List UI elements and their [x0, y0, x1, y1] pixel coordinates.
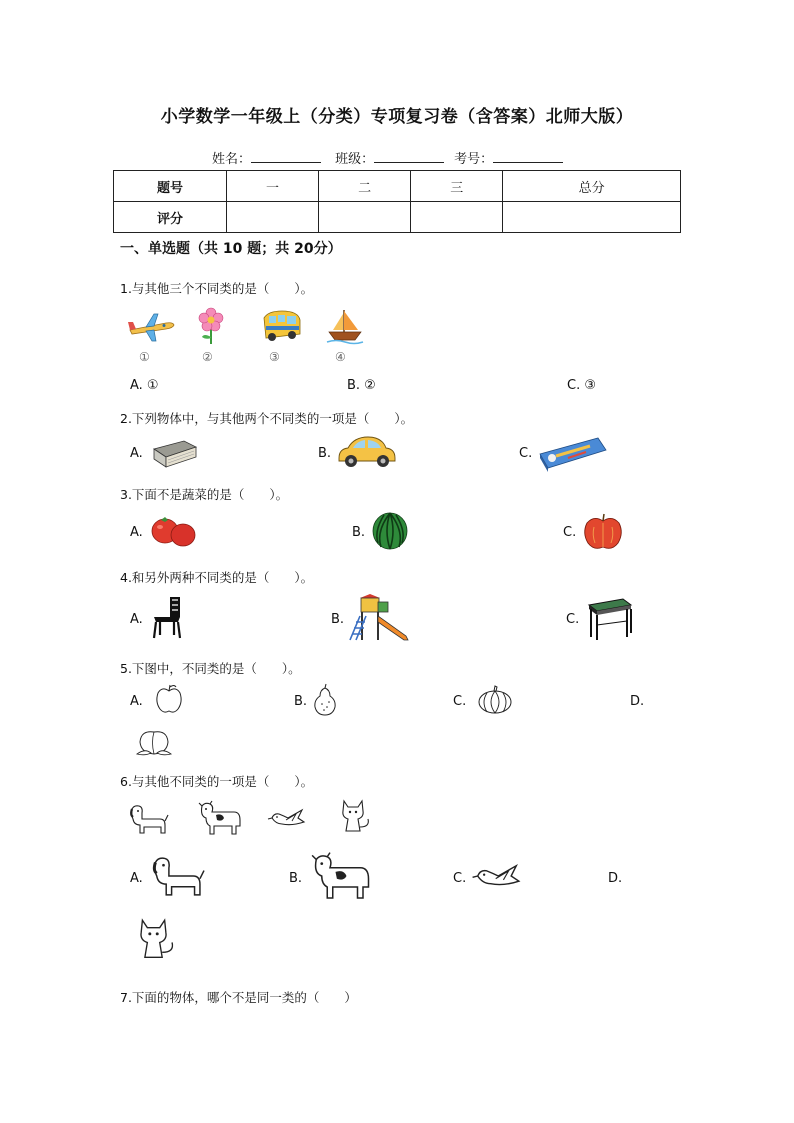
question-6-stem: 6.与其他不同类的一项是（ ）。 [120, 774, 314, 789]
table-cell: 一 [227, 171, 319, 202]
option-b[interactable]: B. [294, 694, 308, 709]
option-a[interactable]: A. [130, 446, 143, 461]
pencil-box-icon [538, 434, 608, 474]
option-c[interactable]: C. [453, 694, 467, 709]
score-table-header-row [114, 171, 681, 202]
bird-icon [268, 804, 306, 832]
score-input-cell[interactable] [411, 202, 503, 233]
question-1-stem: 1.与其他三个不同类的是（ ）。 [120, 281, 314, 296]
option-a[interactable]: A. ① [130, 378, 159, 393]
question-7-stem: 7.下面的物体，哪个不是同一类的（ ） [120, 990, 357, 1005]
dog-icon [128, 803, 168, 835]
cow-icon [196, 800, 244, 836]
question-3-stem: 3.下面不是蔬菜的是（ ）。 [120, 487, 289, 502]
picture-label: ② [202, 350, 213, 364]
name-label: 姓名： [212, 152, 252, 167]
score-input-cell[interactable] [503, 202, 681, 233]
table-cell: 三 [411, 171, 503, 202]
tomato-icon [149, 513, 197, 549]
option-b[interactable]: B. [289, 871, 303, 886]
cow-icon [308, 851, 374, 901]
class-label: 班级： [335, 152, 375, 167]
student-info-line [212, 148, 573, 167]
option-b[interactable]: B. [318, 446, 332, 461]
class-blank[interactable] [374, 151, 444, 163]
chair-icon [150, 595, 186, 639]
picture-label: ① [139, 350, 150, 364]
picture-label: ③ [269, 350, 280, 364]
option-d[interactable]: D. [630, 694, 645, 709]
playground-slide-icon [348, 594, 410, 642]
table-cell: 评分 [114, 202, 227, 233]
option-c[interactable]: C. [453, 871, 467, 886]
table-cell: 二 [319, 171, 411, 202]
option-c[interactable]: C. [563, 525, 577, 540]
option-a[interactable]: A. [130, 871, 143, 886]
score-input-cell[interactable] [319, 202, 411, 233]
option-a[interactable]: A. [130, 612, 143, 627]
pumpkin-outline-icon [477, 686, 513, 714]
option-c[interactable]: C. [519, 446, 533, 461]
watermelon-icon [372, 512, 408, 550]
apple-icon [582, 513, 624, 551]
exam-no-label: 考号： [454, 152, 494, 167]
cat-icon [135, 912, 177, 968]
book-icon [150, 437, 198, 469]
question-4-stem: 4.和另外两种不同类的是（ ）。 [120, 570, 314, 585]
exam-no-blank[interactable] [493, 151, 563, 163]
option-d[interactable]: D. [608, 871, 623, 886]
apple-outline-icon [155, 684, 183, 714]
option-b[interactable]: B. ② [347, 378, 376, 393]
flower-icon [196, 307, 226, 345]
airplane-icon [126, 310, 176, 344]
pear-outline-icon [312, 684, 338, 716]
peach-outline-icon [135, 726, 173, 756]
name-blank[interactable] [251, 151, 321, 163]
car-icon [336, 434, 398, 470]
score-table [113, 170, 681, 233]
option-a[interactable]: A. [130, 525, 143, 540]
option-b[interactable]: B. [352, 525, 366, 540]
question-5-stem: 5.下图中，不同类的是（ ）。 [120, 661, 301, 676]
cat-icon [338, 797, 372, 837]
score-input-cell[interactable] [227, 202, 319, 233]
option-b[interactable]: B. [331, 612, 345, 627]
score-table-score-row [114, 202, 681, 233]
bus-icon [260, 308, 302, 344]
option-c[interactable]: C. ③ [567, 378, 596, 393]
sailboat-icon [327, 308, 363, 344]
table-icon [587, 597, 633, 641]
page-title: 小学数学一年级上（分类）专项复习卷（含答案）北师大版） [160, 107, 634, 127]
picture-label: ④ [335, 350, 346, 364]
option-a[interactable]: A. [130, 694, 143, 709]
table-cell: 题号 [114, 171, 227, 202]
option-c[interactable]: C. [566, 612, 580, 627]
bird-icon [472, 858, 522, 894]
dog-icon [150, 853, 204, 899]
section-heading: 一、单选题（共 10 题；共 20分） [120, 241, 342, 257]
table-cell: 总分 [503, 171, 681, 202]
question-2-stem: 2.下列物体中，与其他两个不同类的一项是（ ）。 [120, 411, 414, 426]
